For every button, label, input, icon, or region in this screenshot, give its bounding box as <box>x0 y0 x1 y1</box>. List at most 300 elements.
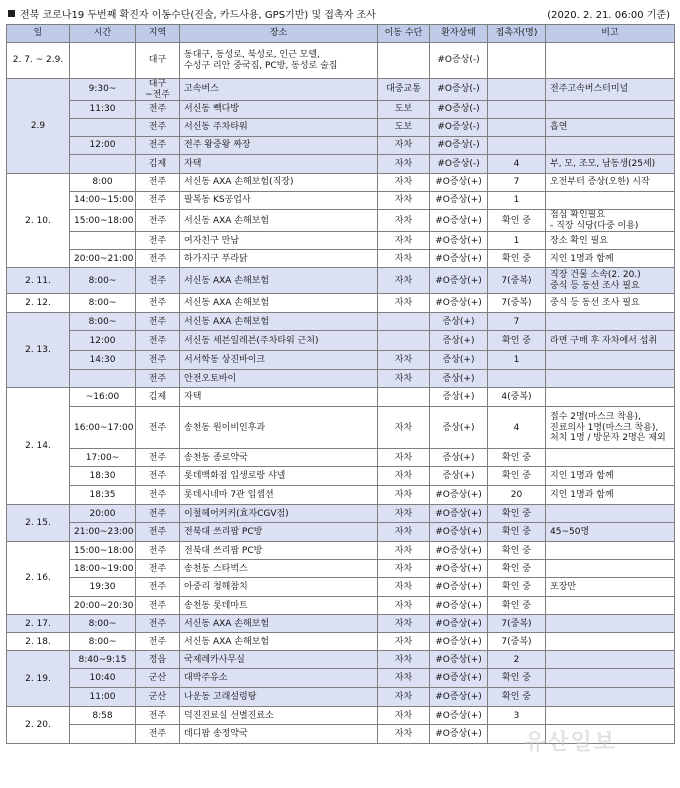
date-cell: 2.9 <box>7 79 70 174</box>
square-bullet-icon <box>8 10 15 17</box>
transport-cell: 자차 <box>378 155 430 174</box>
place-cell: 송천동 스타벅스 <box>180 560 378 578</box>
region-cell: 전주 <box>136 294 180 313</box>
status-cell: #O증상(-) <box>430 101 488 119</box>
note-cell <box>546 192 675 210</box>
table-row <box>7 505 675 523</box>
transport-cell: 자차 <box>378 597 430 615</box>
status-cell: #O증상(+) <box>430 232 488 250</box>
region-cell: 전주 <box>136 268 180 294</box>
place-cell: 아중리 청해참치 <box>180 578 378 597</box>
table-row <box>7 268 675 294</box>
transport-cell: 자차 <box>378 707 430 725</box>
region-cell: 전주 <box>136 505 180 523</box>
contacts-cell <box>488 370 546 388</box>
time-cell: 17:00~ <box>70 449 136 467</box>
date-cell: 2. 16. <box>7 542 70 615</box>
place-cell: 송천동 종로약국 <box>180 449 378 467</box>
date-cell: 2. 15. <box>7 505 70 542</box>
note-cell <box>546 388 675 407</box>
region-cell: 대구 <box>136 43 180 79</box>
status-cell: #O증상(+) <box>430 669 488 688</box>
col-note-header: 비고 <box>546 25 675 43</box>
status-cell: #O증상(-) <box>430 79 488 101</box>
date-cell: 2. 11. <box>7 268 70 294</box>
note-cell <box>546 688 675 707</box>
table-row <box>7 79 675 101</box>
region-cell: 전주 <box>136 192 180 210</box>
table-row <box>7 523 675 542</box>
region-cell: 군산 <box>136 688 180 707</box>
transport-cell: 자차 <box>378 407 430 449</box>
transport-cell: 자차 <box>378 651 430 669</box>
place-cell: 서신동 AXA 손해보험 <box>180 268 378 294</box>
table-row <box>7 542 675 560</box>
contacts-cell: 7(중복) <box>488 633 546 651</box>
place-cell: 동대구, 동성로, 북성로, 인근 모텔, 수성구 리안 중국집, PC방, 동성로 술집 <box>180 43 378 79</box>
region-cell: 전주 <box>136 250 180 268</box>
table-row <box>7 615 675 633</box>
contacts-cell: 확인 중 <box>488 331 546 351</box>
place-cell: 송천동 롯데마트 <box>180 597 378 615</box>
region-cell: 전주 <box>136 137 180 155</box>
col-time-header: 시간 <box>70 25 136 43</box>
note-cell <box>546 633 675 651</box>
status-cell: 증상(+) <box>430 388 488 407</box>
col-date-header: 일 <box>7 25 70 43</box>
status-cell: #O증상(-) <box>430 137 488 155</box>
contacts-cell: 확인 중 <box>488 597 546 615</box>
time-cell: 10:40 <box>70 669 136 688</box>
contacts-cell: 1 <box>488 192 546 210</box>
note-cell: 중식 등 동선 조사 필요 <box>546 294 675 313</box>
contacts-cell: 확인 중 <box>488 210 546 232</box>
table-row <box>7 407 675 449</box>
time-cell: 20:00 <box>70 505 136 523</box>
status-cell: #O증상(+) <box>430 192 488 210</box>
place-cell: 서신동 AXA 손해보험 <box>180 294 378 313</box>
contacts-cell: 4 <box>488 407 546 449</box>
region-cell: 전주 <box>136 407 180 449</box>
table-row <box>7 137 675 155</box>
note-cell: 지인 1명과 함께 <box>546 486 675 505</box>
place-cell: 자택 <box>180 388 378 407</box>
transport-cell: 자차 <box>378 232 430 250</box>
note-cell: 장소 확인 필요 <box>546 232 675 250</box>
status-cell: #O증상(+) <box>430 210 488 232</box>
time-cell <box>70 725 136 744</box>
place-cell: 여자친구 만남 <box>180 232 378 250</box>
note-cell: 포장만 <box>546 578 675 597</box>
transport-cell: 자차 <box>378 688 430 707</box>
time-cell: 14:00~15:00 <box>70 192 136 210</box>
contacts-cell: 확인 중 <box>488 523 546 542</box>
date-cell: 2. 17. <box>7 615 70 633</box>
contacts-cell: 확인 중 <box>488 467 546 486</box>
status-cell: 증상(+) <box>430 370 488 388</box>
contacts-cell: 7(중복) <box>488 615 546 633</box>
col-transport-header: 이동 수단 <box>378 25 430 43</box>
status-cell: #O증상(+) <box>430 597 488 615</box>
contacts-cell <box>488 101 546 119</box>
place-cell: 서신동 AXA 손해보험 <box>180 615 378 633</box>
transport-cell: 자차 <box>378 210 430 232</box>
note-cell: 라면 구매 후 자차에서 섭취 <box>546 331 675 351</box>
table-row <box>7 232 675 250</box>
movement-table <box>6 24 675 744</box>
date-cell: 2. 20. <box>7 707 70 744</box>
transport-cell <box>378 313 430 331</box>
date-cell: 2. 14. <box>7 388 70 505</box>
status-cell: #O증상(+) <box>430 615 488 633</box>
note-cell: 지인 1명과 함께 <box>546 467 675 486</box>
transport-cell <box>378 331 430 351</box>
contacts-cell: 확인 중 <box>488 542 546 560</box>
status-cell: 증상(+) <box>430 313 488 331</box>
transport-cell: 자차 <box>378 486 430 505</box>
note-cell: 전주고속버스터미널 <box>546 79 675 101</box>
contacts-cell: 7(중복) <box>488 268 546 294</box>
transport-cell: 대중교통 <box>378 79 430 101</box>
time-cell <box>70 232 136 250</box>
contacts-cell: 4(중복) <box>488 388 546 407</box>
time-cell: 8:00~ <box>70 268 136 294</box>
region-cell: 정읍 <box>136 651 180 669</box>
table-row <box>7 192 675 210</box>
note-cell <box>546 313 675 331</box>
transport-cell: 자차 <box>378 725 430 744</box>
contacts-cell: 확인 중 <box>488 669 546 688</box>
date-cell: 2. 19. <box>7 651 70 707</box>
table-row <box>7 331 675 351</box>
table-row <box>7 486 675 505</box>
contacts-cell: 7 <box>488 313 546 331</box>
note-cell <box>546 505 675 523</box>
transport-cell: 자차 <box>378 505 430 523</box>
time-cell: 8:40~9:15 <box>70 651 136 669</box>
contacts-cell: 2 <box>488 651 546 669</box>
contacts-cell: 7(중복) <box>488 294 546 313</box>
transport-cell <box>378 388 430 407</box>
time-cell: 8:00~ <box>70 294 136 313</box>
contacts-cell <box>488 43 546 79</box>
watermark: 유산일보 <box>524 730 618 755</box>
contacts-cell: 확인 중 <box>488 505 546 523</box>
note-cell <box>546 351 675 370</box>
transport-cell: 자차 <box>378 268 430 294</box>
note-cell <box>546 101 675 119</box>
place-cell: 서서학동 상진바이크 <box>180 351 378 370</box>
place-cell: 서신동 세븐일레븐(주차타워 근처) <box>180 331 378 351</box>
place-cell: 서신동 주차타워 <box>180 119 378 137</box>
place-cell: 전북대 쓰리팝 PC방 <box>180 542 378 560</box>
transport-cell: 자차 <box>378 250 430 268</box>
contacts-cell: 1 <box>488 232 546 250</box>
place-cell: 전주 왕중왕 짜장 <box>180 137 378 155</box>
status-cell: 증상(+) <box>430 351 488 370</box>
contacts-cell: 확인 중 <box>488 449 546 467</box>
place-cell: 팔복동 KS공업사 <box>180 192 378 210</box>
table-row <box>7 467 675 486</box>
table-row <box>7 101 675 119</box>
table-row <box>7 351 675 370</box>
region-cell: 전주 <box>136 633 180 651</box>
region-cell: 전주 <box>136 597 180 615</box>
transport-cell: 도보 <box>378 119 430 137</box>
contacts-cell: 확인 중 <box>488 688 546 707</box>
table-row <box>7 313 675 331</box>
table-row <box>7 155 675 174</box>
place-cell: 데디팜 송정약국 <box>180 725 378 744</box>
transport-cell: 자차 <box>378 351 430 370</box>
table-row <box>7 669 675 688</box>
status-cell: #O증상(-) <box>430 43 488 79</box>
note-cell <box>546 597 675 615</box>
table-row <box>7 578 675 597</box>
time-cell: 15:00~18:00 <box>70 210 136 232</box>
note-cell <box>546 669 675 688</box>
note-cell <box>546 560 675 578</box>
region-cell: 전주 <box>136 119 180 137</box>
table-row <box>7 250 675 268</box>
transport-cell: 자차 <box>378 370 430 388</box>
status-cell: 증상(+) <box>430 467 488 486</box>
time-cell <box>70 155 136 174</box>
as-of-date: (2020. 2. 21. 06:00 기준) <box>547 10 670 21</box>
table-row <box>7 449 675 467</box>
time-cell: ~16:00 <box>70 388 136 407</box>
place-cell: 서신동 AXA 손해보험 <box>180 313 378 331</box>
note-cell <box>546 137 675 155</box>
status-cell: #O증상(+) <box>430 174 488 192</box>
region-cell: 전주 <box>136 578 180 597</box>
note-cell <box>546 370 675 388</box>
contacts-cell <box>488 725 546 744</box>
status-cell: #O증상(+) <box>430 486 488 505</box>
transport-cell: 도보 <box>378 101 430 119</box>
col-region-header: 지역 <box>136 25 180 43</box>
transport-cell: 자차 <box>378 615 430 633</box>
time-cell: 20:00~21:00 <box>70 250 136 268</box>
table-row <box>7 294 675 313</box>
contacts-cell: 확인 중 <box>488 578 546 597</box>
time-cell: 8:00~ <box>70 633 136 651</box>
table-row <box>7 119 675 137</box>
contacts-cell: 7 <box>488 174 546 192</box>
time-cell: 15:00~18:00 <box>70 542 136 560</box>
contacts-cell: 확인 중 <box>488 560 546 578</box>
status-cell: #O증상(+) <box>430 294 488 313</box>
status-cell: #O증상(+) <box>430 268 488 294</box>
status-cell: 증상(+) <box>430 331 488 351</box>
time-cell: 9:30~ <box>70 79 136 101</box>
place-cell: 서신동 빽다방 <box>180 101 378 119</box>
region-cell: 전주 <box>136 174 180 192</box>
region-cell: 전주 <box>136 331 180 351</box>
region-cell: 전주 <box>136 467 180 486</box>
transport-cell: 자차 <box>378 633 430 651</box>
contacts-cell <box>488 137 546 155</box>
date-cell: 2. 18. <box>7 633 70 651</box>
note-cell: 45~50명 <box>546 523 675 542</box>
time-cell: 11:30 <box>70 101 136 119</box>
time-cell: 8:58 <box>70 707 136 725</box>
place-cell: 이철헤어커커(효자CGV점) <box>180 505 378 523</box>
note-cell <box>546 43 675 79</box>
region-cell: 전주 <box>136 560 180 578</box>
place-cell: 롯데백화점 입생로랑 샤넬 <box>180 467 378 486</box>
time-cell: 12:00 <box>70 331 136 351</box>
date-cell: 2. 7. ~ 2.9. <box>7 43 70 79</box>
note-cell: 흡연 <box>546 119 675 137</box>
time-cell: 8:00~ <box>70 615 136 633</box>
region-cell: 전주 <box>136 210 180 232</box>
place-cell: 안전오토바이 <box>180 370 378 388</box>
time-cell: 18:00~19:00 <box>70 560 136 578</box>
note-cell <box>546 707 675 725</box>
region-cell: 전주 <box>136 725 180 744</box>
status-cell: #O증상(+) <box>430 707 488 725</box>
date-cell: 2. 10. <box>7 174 70 268</box>
table-row <box>7 43 675 79</box>
time-cell: 11:00 <box>70 688 136 707</box>
table-row <box>7 688 675 707</box>
region-cell: 김제 <box>136 155 180 174</box>
contacts-cell: 20 <box>488 486 546 505</box>
status-cell: 증상(+) <box>430 407 488 449</box>
place-cell: 롯데시네마 7관 입셉션 <box>180 486 378 505</box>
time-cell <box>70 370 136 388</box>
date-cell: 2. 12. <box>7 294 70 313</box>
time-cell: 8:00~ <box>70 313 136 331</box>
status-cell: #O증상(+) <box>430 560 488 578</box>
note-cell: 점심 확인필요 - 직장 식당(다중 이용) <box>546 210 675 232</box>
status-cell: 증상(+) <box>430 449 488 467</box>
region-cell: 대구 ~전주 <box>136 79 180 101</box>
time-cell: 16:00~17:00 <box>70 407 136 449</box>
status-cell: #O증상(+) <box>430 523 488 542</box>
region-cell: 전주 <box>136 615 180 633</box>
region-cell: 전주 <box>136 351 180 370</box>
transport-cell: 자차 <box>378 578 430 597</box>
time-cell: 18:35 <box>70 486 136 505</box>
place-cell: 국제레카사무실 <box>180 651 378 669</box>
table-row <box>7 597 675 615</box>
note-cell: 부, 모, 조모, 남동생(25세) <box>546 155 675 174</box>
table-row <box>7 651 675 669</box>
time-cell: 18:30 <box>70 467 136 486</box>
table-row <box>7 388 675 407</box>
status-cell: #O증상(+) <box>430 688 488 707</box>
col-place-header: 장소 <box>180 25 378 43</box>
transport-cell: 자차 <box>378 137 430 155</box>
note-cell <box>546 725 675 744</box>
table-row <box>7 707 675 725</box>
contacts-cell: 4 <box>488 155 546 174</box>
transport-cell: 자차 <box>378 542 430 560</box>
place-cell: 서신동 AXA 손해보험 <box>180 633 378 651</box>
note-cell <box>546 542 675 560</box>
time-cell: 20:00~20:30 <box>70 597 136 615</box>
note-cell <box>546 651 675 669</box>
place-cell: 고속버스 <box>180 79 378 101</box>
table-row <box>7 560 675 578</box>
note-cell: 지인 1명과 함께 <box>546 250 675 268</box>
region-cell: 전주 <box>136 370 180 388</box>
transport-cell: 자차 <box>378 467 430 486</box>
note-cell <box>546 449 675 467</box>
status-cell: #O증상(+) <box>430 542 488 560</box>
time-cell <box>70 119 136 137</box>
table-row <box>7 210 675 232</box>
region-cell: 전주 <box>136 707 180 725</box>
transport-cell: 자차 <box>378 523 430 542</box>
contacts-cell <box>488 119 546 137</box>
contacts-cell: 1 <box>488 351 546 370</box>
status-cell: #O증상(+) <box>430 250 488 268</box>
place-cell: 자택 <box>180 155 378 174</box>
status-cell: #O증상(-) <box>430 119 488 137</box>
col-contacts-header: 접촉자(명) <box>488 25 546 43</box>
region-cell: 전주 <box>136 101 180 119</box>
header-row <box>7 25 675 43</box>
time-cell: 19:30 <box>70 578 136 597</box>
table-row <box>7 174 675 192</box>
transport-cell: 자차 <box>378 174 430 192</box>
transport-cell <box>378 43 430 79</box>
status-cell: #O증상(-) <box>430 155 488 174</box>
time-cell: 14:30 <box>70 351 136 370</box>
place-cell: 송천동 원이비인후과 <box>180 407 378 449</box>
contacts-cell: 확인 중 <box>488 250 546 268</box>
status-cell: #O증상(+) <box>430 725 488 744</box>
region-cell: 전주 <box>136 523 180 542</box>
time-cell <box>70 43 136 79</box>
table-row <box>7 633 675 651</box>
note-cell <box>546 615 675 633</box>
transport-cell: 자차 <box>378 192 430 210</box>
place-cell: 서신동 AXA 손해보험 <box>180 210 378 232</box>
table-row <box>7 370 675 388</box>
document-header <box>0 0 680 26</box>
transport-cell: 자차 <box>378 449 430 467</box>
status-cell: #O증상(+) <box>430 505 488 523</box>
region-cell: 전주 <box>136 449 180 467</box>
col-status-header: 환자상태 <box>430 25 488 43</box>
transport-cell: 자차 <box>378 560 430 578</box>
region-cell: 전주 <box>136 232 180 250</box>
region-cell: 전주 <box>136 542 180 560</box>
status-cell: #O증상(+) <box>430 651 488 669</box>
time-cell: 12:00 <box>70 137 136 155</box>
region-cell: 군산 <box>136 669 180 688</box>
region-cell: 김제 <box>136 388 180 407</box>
place-cell: 나운동 고래설렁탕 <box>180 688 378 707</box>
place-cell: 대박주유소 <box>180 669 378 688</box>
region-cell: 전주 <box>136 486 180 505</box>
document-title-text: 전북 코로나19 두번째 확진자 이동수단(진술, 카드사용, GPS기반) 및 접촉자 조사 <box>20 10 376 21</box>
status-cell: #O증상(+) <box>430 633 488 651</box>
time-cell: 21:00~23:00 <box>70 523 136 542</box>
note-cell: 직장 건물 소속(2. 20.) 중식 등 동선 조사 필요 <box>546 268 675 294</box>
contacts-cell: 3 <box>488 707 546 725</box>
note-cell: 오전부터 증상(오한) 시작 <box>546 174 675 192</box>
place-cell: 전북대 쓰리팝 PC방 <box>180 523 378 542</box>
note-cell: 접수 2명(마스크 착용), 진료의사 1명(마스크 착용), 처치 1명 / 방문자 2명은 제외 <box>546 407 675 449</box>
time-cell: 8:00 <box>70 174 136 192</box>
document-title <box>8 6 376 21</box>
date-cell: 2. 13. <box>7 313 70 388</box>
